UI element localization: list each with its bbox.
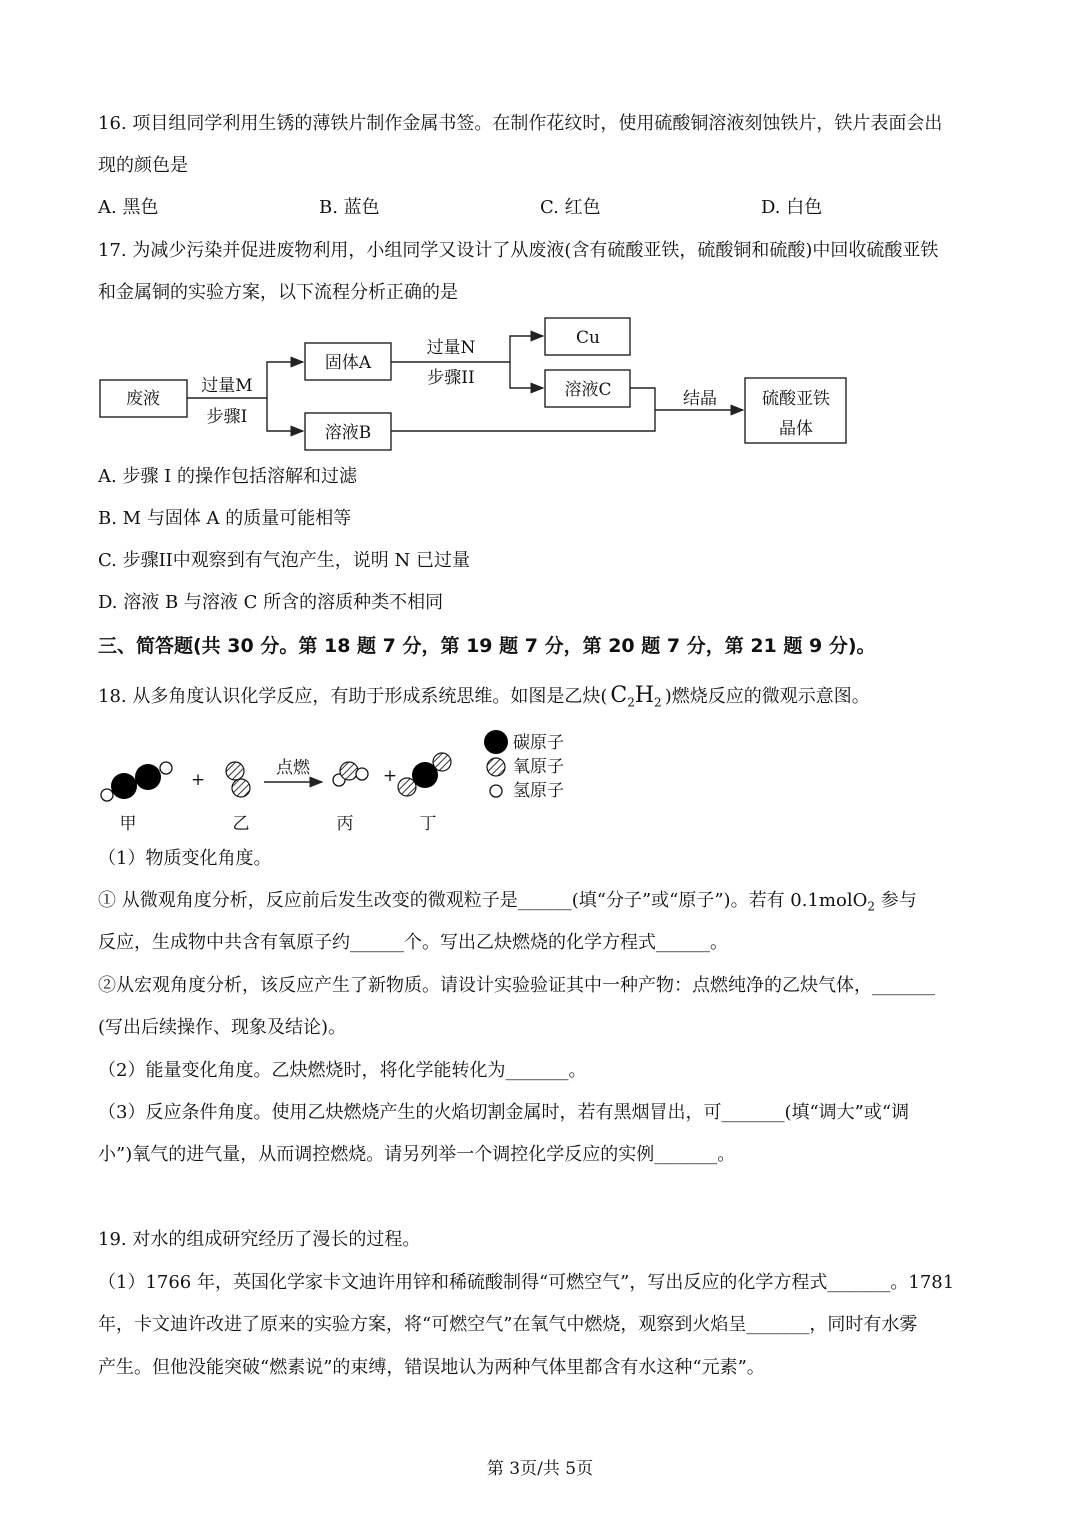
carbon-dioxide-molecule: [398, 753, 451, 796]
flowchart: [0, 310, 1080, 460]
q18-p1-b-line2: (写出后续操作、现象及结论)。: [98, 1017, 347, 1038]
q16-option-c: C. 红色: [540, 197, 601, 218]
q17-option-b: B. M 与固体 A 的质量可能相等: [98, 508, 352, 529]
q18-p1-a-line2: 反应，生成物中共含有氧原子约______个。写出乙炔燃烧的化学方程式______。: [98, 932, 728, 953]
plus-2: +: [382, 766, 398, 786]
step1-bottom-label: 步骤I: [206, 407, 248, 427]
water-molecule: [333, 762, 368, 786]
product-label-2: 晶体: [779, 419, 813, 439]
q18-p1-a-line1: ① 从微观角度分析，反应前后发生改变的微观粒子是______(填“分子”或“原子”)。若有 0.1molO$_2$ 参与: [98, 890, 917, 914]
q18-p1-b-line1: ②从宏观角度分析，该反应产生了新物质。请设计实验验证其中一种产物：点燃纯净的乙炔气体，_______: [98, 975, 935, 996]
legend-carbon: 碳原子: [513, 733, 564, 753]
step2-top-label: 过量N: [426, 338, 476, 358]
q17-line1: 17. 为减少污染并促进废物利用，小组同学又设计了从废液(含有硫酸亚铁，硫酸铜和硫酸)中回收硫酸亚铁: [98, 240, 939, 261]
q19-p1-line3: 产生。但他没能突破“燃素说”的束缚，错误地认为两种气体里都含有水这种“元素”。: [98, 1357, 765, 1378]
q16-option-a: A. 黑色: [98, 197, 159, 218]
q17-line2: 和金属铜的实验方案，以下流程分析正确的是: [98, 282, 458, 303]
solution-c-label: 溶液C: [564, 380, 612, 400]
q18-p2: （2）能量变化角度。乙炔燃烧时，将化学能转化为_______。: [98, 1060, 587, 1081]
reaction-diagram: [0, 725, 620, 840]
section-heading: 三、简答题(共 30 分。第 18 题 7 分，第 19 题 7 分，第 20 题 7 分，第 21 题 9 分)。: [98, 635, 876, 657]
label-bing: 丙: [336, 814, 354, 834]
legend-oxygen: 氧原子: [513, 757, 564, 777]
label-yi: 乙: [232, 814, 250, 834]
q19-p1-line2: 年，卡文迪许改进了原来的实验方案，将“可燃空气”在氧气中燃烧，观察到火焰呈_______，同时有水雾: [98, 1314, 918, 1335]
legend-hydrogen: 氢原子: [513, 781, 564, 801]
page-footer: 第 3页/共 5页: [486, 1459, 594, 1479]
q18-intro: 18. 从多角度认识化学反应，有助于形成系统思维。如图是乙炔( $C_2H_2$ )燃烧反应的微观示意图。: [98, 683, 870, 710]
q17-option-d: D. 溶液 B 与溶液 C 所含的溶质种类不相同: [98, 592, 444, 613]
label-ding: 丁: [419, 814, 437, 834]
plus-1: +: [190, 770, 206, 790]
crystallize-label: 结晶: [683, 389, 717, 409]
q16-options: [98, 196, 978, 220]
merge-line: [391, 388, 655, 431]
product-label-1: 硫酸亚铁: [762, 389, 830, 409]
step1-top-label: 过量M: [201, 376, 253, 396]
oxygen-molecule: [226, 762, 250, 797]
q17-option-c: C. 步骤II中观察到有气泡产生，说明 N 已过量: [98, 550, 470, 571]
q17-option-a: A. 步骤 I 的操作包括溶解和过滤: [98, 466, 357, 487]
q16-line2: 现的颜色是: [98, 155, 188, 176]
cu-label: Cu: [576, 328, 600, 348]
q16-line1: 16. 项目组同学利用生锈的薄铁片制作金属书签。在制作花纹时，使用硫酸铜溶液刻蚀铁片，铁片表面会出: [98, 113, 943, 134]
q19-p1-line1: （1）1766 年，英国化学家卡文迪许用锌和稀硫酸制得“可燃空气”，写出反应的化学方程式_______。1781: [98, 1272, 955, 1293]
q19-intro: 19. 对水的组成研究经历了漫长的过程。: [98, 1229, 421, 1250]
split-arrow-4: [510, 362, 543, 388]
waste-label: 废液: [126, 389, 160, 409]
q18-p3-line1: （3）反应条件角度。使用乙炔燃烧产生的火焰切割金属时，若有黑烟冒出，可_______(填“调大”或“调: [98, 1102, 910, 1123]
q16-option-d: D. 白色: [761, 197, 823, 218]
q16-option-b: B. 蓝色: [319, 197, 380, 218]
q18-p3-line2: 小”)氧气的进气量，从而调控燃烧。请另列举一个调控化学反应的实例_______。: [98, 1144, 736, 1165]
legend: [484, 730, 564, 801]
label-jia: 甲: [119, 814, 137, 834]
split-arrow-2: [267, 398, 303, 431]
q18-p1-title: （1）物质变化角度。: [98, 848, 272, 869]
ignite-label: 点燃: [276, 758, 310, 778]
step2-bottom-label: 步骤II: [427, 368, 475, 388]
solution-b-label: 溶液B: [324, 423, 372, 443]
acetylene-molecule: [101, 762, 172, 801]
solid-a-label: 固体A: [324, 353, 372, 373]
